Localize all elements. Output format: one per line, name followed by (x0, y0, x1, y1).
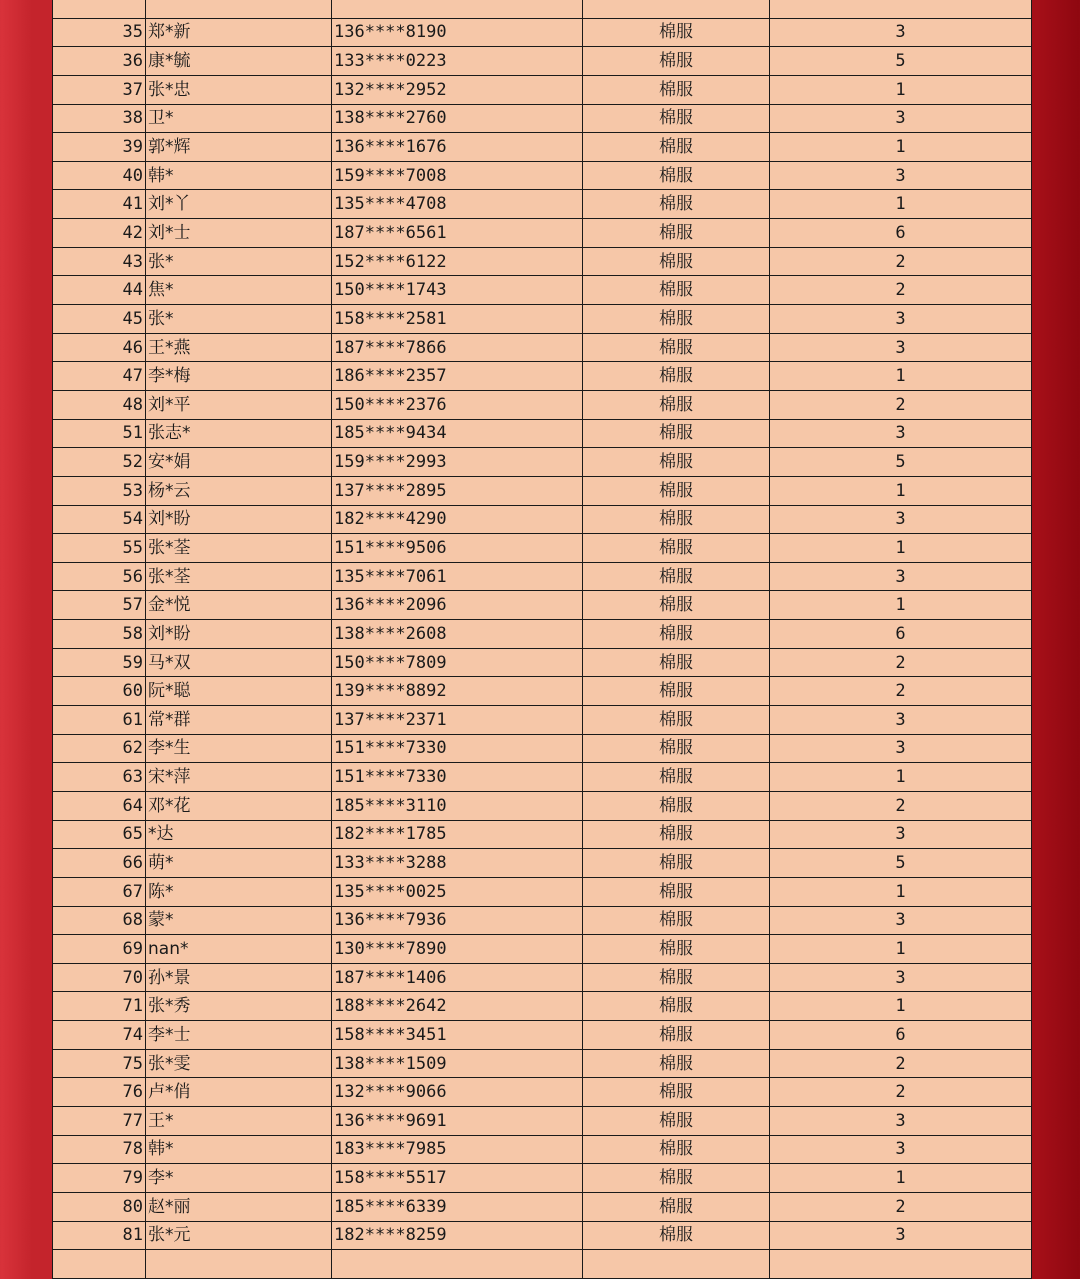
row-number-cell: 36 (53, 47, 146, 76)
item-cell: 棉服 (583, 1021, 770, 1050)
row-number-cell: 64 (53, 791, 146, 820)
phone-number-cell: 182****4290 (332, 505, 583, 534)
phone-number-cell: 185****3110 (332, 791, 583, 820)
phone-number-cell: 135****7061 (332, 562, 583, 591)
row-number-cell: 41 (53, 190, 146, 219)
recipient-name-cell: 张*荃 (146, 562, 332, 591)
table-row (53, 247, 1032, 276)
item-cell: 棉服 (583, 1049, 770, 1078)
phone-number-cell: 186****2357 (332, 362, 583, 391)
recipient-name-cell: 刘*盼 (146, 505, 332, 534)
item-cell: 棉服 (583, 219, 770, 248)
quantity-cell: 3 (770, 734, 1032, 763)
quantity-cell: 6 (770, 219, 1032, 248)
quantity-cell: 2 (770, 1192, 1032, 1221)
phone-number-cell: 185****9434 (332, 419, 583, 448)
item-cell: 棉服 (583, 476, 770, 505)
phone-number-cell: 138****1509 (332, 1049, 583, 1078)
table-row (53, 276, 1032, 305)
quantity-cell: 3 (770, 161, 1032, 190)
recipient-name-cell: 张* (146, 305, 332, 334)
table-row (53, 1221, 1032, 1250)
phone-number-cell: 151****9506 (332, 534, 583, 563)
row-number-cell: 60 (53, 677, 146, 706)
recipient-name-cell: 王*燕 (146, 333, 332, 362)
item-cell: 棉服 (583, 505, 770, 534)
phone-number-cell: 138****2760 (332, 104, 583, 133)
phone-number-cell (332, 0, 583, 18)
table-row (53, 104, 1032, 133)
table-row (53, 390, 1032, 419)
recipient-name-cell: 卫* (146, 104, 332, 133)
quantity-cell: 1 (770, 1164, 1032, 1193)
recipient-name-cell: 王* (146, 1106, 332, 1135)
phone-number-cell: 182****8259 (332, 1221, 583, 1250)
row-number-cell: 38 (53, 104, 146, 133)
phone-number-cell: 132****9066 (332, 1078, 583, 1107)
row-number-cell: 62 (53, 734, 146, 763)
recipient-name-cell: 李*生 (146, 734, 332, 763)
recipient-name-cell: 张*秀 (146, 992, 332, 1021)
recipient-name-cell: 邓*花 (146, 791, 332, 820)
quantity-cell: 1 (770, 476, 1032, 505)
quantity-cell: 1 (770, 133, 1032, 162)
recipient-name-cell: 郭*辉 (146, 133, 332, 162)
recipient-name-cell: 李*梅 (146, 362, 332, 391)
phone-number-cell: 133****3288 (332, 849, 583, 878)
recipient-name-cell: 韩* (146, 161, 332, 190)
table-row (53, 505, 1032, 534)
row-number-cell: 57 (53, 591, 146, 620)
table-row (53, 763, 1032, 792)
row-number-cell (53, 0, 146, 18)
row-number-cell: 65 (53, 820, 146, 849)
row-number-cell: 54 (53, 505, 146, 534)
quantity-cell: 2 (770, 677, 1032, 706)
recipient-name-cell: 卢*俏 (146, 1078, 332, 1107)
quantity-cell: 2 (770, 390, 1032, 419)
quantity-cell: 3 (770, 562, 1032, 591)
row-number-cell: 58 (53, 620, 146, 649)
item-cell: 棉服 (583, 763, 770, 792)
item-cell: 棉服 (583, 276, 770, 305)
row-number-cell: 47 (53, 362, 146, 391)
recipient-name-cell: 焦* (146, 276, 332, 305)
table-row (53, 935, 1032, 964)
table-row (53, 362, 1032, 391)
item-cell: 棉服 (583, 305, 770, 334)
recipient-name-cell: 张志* (146, 419, 332, 448)
quantity-cell: 2 (770, 791, 1032, 820)
table-row (53, 1106, 1032, 1135)
recipient-name-cell: 刘*士 (146, 219, 332, 248)
recipient-name-cell: 孙*景 (146, 963, 332, 992)
table-row (53, 562, 1032, 591)
row-number-cell: 40 (53, 161, 146, 190)
row-number-cell: 66 (53, 849, 146, 878)
row-number-cell: 69 (53, 935, 146, 964)
recipient-name-cell: 张*忠 (146, 75, 332, 104)
row-number-cell (53, 1250, 146, 1279)
recipient-name-cell: 刘*丫 (146, 190, 332, 219)
phone-number-cell: 133****0223 (332, 47, 583, 76)
item-cell: 棉服 (583, 677, 770, 706)
table-row (53, 1078, 1032, 1107)
item-cell: 棉服 (583, 534, 770, 563)
row-number-cell: 39 (53, 133, 146, 162)
phone-number-cell: 187****1406 (332, 963, 583, 992)
phone-number-cell: 136****7936 (332, 906, 583, 935)
row-number-cell: 53 (53, 476, 146, 505)
table-row (53, 305, 1032, 334)
phone-number-cell (332, 1250, 583, 1279)
quantity-cell: 3 (770, 906, 1032, 935)
table-row (53, 906, 1032, 935)
quantity-cell: 6 (770, 620, 1032, 649)
recipient-name-cell: 杨*云 (146, 476, 332, 505)
row-number-cell: 48 (53, 390, 146, 419)
item-cell: 棉服 (583, 791, 770, 820)
table-row (53, 1250, 1032, 1279)
row-number-cell: 67 (53, 877, 146, 906)
recipient-name-cell: 萌* (146, 849, 332, 878)
quantity-cell: 1 (770, 362, 1032, 391)
quantity-cell: 1 (770, 75, 1032, 104)
item-cell: 棉服 (583, 849, 770, 878)
quantity-cell: 1 (770, 935, 1032, 964)
phone-number-cell: 136****8190 (332, 18, 583, 47)
recipient-name-cell: 韩* (146, 1135, 332, 1164)
recipient-name-cell: 张*元 (146, 1221, 332, 1250)
recipient-name-cell: 康*毓 (146, 47, 332, 76)
item-cell: 棉服 (583, 877, 770, 906)
quantity-cell: 3 (770, 505, 1032, 534)
row-number-cell: 76 (53, 1078, 146, 1107)
quantity-cell: 6 (770, 1021, 1032, 1050)
table-row (53, 75, 1032, 104)
recipient-name-cell: 赵*丽 (146, 1192, 332, 1221)
table-row (53, 1135, 1032, 1164)
table-row (53, 190, 1032, 219)
item-cell: 棉服 (583, 706, 770, 735)
item-cell: 棉服 (583, 1192, 770, 1221)
item-cell: 棉服 (583, 75, 770, 104)
row-number-cell: 56 (53, 562, 146, 591)
item-cell: 棉服 (583, 1106, 770, 1135)
quantity-cell: 5 (770, 849, 1032, 878)
phone-number-cell: 135****0025 (332, 877, 583, 906)
phone-number-cell: 187****6561 (332, 219, 583, 248)
quantity-cell: 3 (770, 1106, 1032, 1135)
table-row (53, 18, 1032, 47)
table-row (53, 1021, 1032, 1050)
recipient-name-cell: 安*娟 (146, 448, 332, 477)
item-cell: 棉服 (583, 648, 770, 677)
quantity-cell: 3 (770, 820, 1032, 849)
item-cell: 棉服 (583, 1221, 770, 1250)
item-cell: 棉服 (583, 104, 770, 133)
recipient-name-cell: 常*群 (146, 706, 332, 735)
row-number-cell: 77 (53, 1106, 146, 1135)
quantity-cell (770, 0, 1032, 18)
item-cell: 棉服 (583, 47, 770, 76)
item-cell: 棉服 (583, 591, 770, 620)
quantity-cell: 2 (770, 1049, 1032, 1078)
phone-number-cell: 139****8892 (332, 677, 583, 706)
recipient-name-cell: 郑*新 (146, 18, 332, 47)
quantity-cell: 3 (770, 963, 1032, 992)
recipient-name-cell: 张* (146, 247, 332, 276)
item-cell: 棉服 (583, 18, 770, 47)
quantity-cell: 2 (770, 1078, 1032, 1107)
phone-number-cell: 136****9691 (332, 1106, 583, 1135)
table-row (53, 963, 1032, 992)
recipient-name-cell: 李*士 (146, 1021, 332, 1050)
table-row (53, 677, 1032, 706)
recipient-name-cell: 刘*平 (146, 390, 332, 419)
phone-number-cell: 187****7866 (332, 333, 583, 362)
recipient-name-cell: *达 (146, 820, 332, 849)
quantity-cell: 2 (770, 276, 1032, 305)
table-row (53, 47, 1032, 76)
quantity-cell: 3 (770, 104, 1032, 133)
recipient-name-cell: 宋*萍 (146, 763, 332, 792)
table-row (53, 0, 1032, 18)
phone-number-cell: 183****7985 (332, 1135, 583, 1164)
item-cell (583, 0, 770, 18)
recipient-name-cell: 金*悦 (146, 591, 332, 620)
item-cell: 棉服 (583, 734, 770, 763)
quantity-cell: 1 (770, 591, 1032, 620)
quantity-cell: 1 (770, 992, 1032, 1021)
row-number-cell: 51 (53, 419, 146, 448)
quantity-cell (770, 1250, 1032, 1279)
quantity-cell: 1 (770, 534, 1032, 563)
recipient-name-cell: 陈* (146, 877, 332, 906)
item-cell: 棉服 (583, 1078, 770, 1107)
phone-number-cell: 137****2371 (332, 706, 583, 735)
phone-number-cell: 185****6339 (332, 1192, 583, 1221)
quantity-cell: 1 (770, 763, 1032, 792)
phone-number-cell: 150****1743 (332, 276, 583, 305)
table-row (53, 419, 1032, 448)
row-number-cell: 44 (53, 276, 146, 305)
item-cell: 棉服 (583, 362, 770, 391)
recipient-name-cell: 蒙* (146, 906, 332, 935)
recipient-table-body (53, 0, 1032, 1278)
phone-number-cell: 150****7809 (332, 648, 583, 677)
phone-number-cell: 158****2581 (332, 305, 583, 334)
recipient-name-cell: 李* (146, 1164, 332, 1193)
row-number-cell: 74 (53, 1021, 146, 1050)
phone-number-cell: 150****2376 (332, 390, 583, 419)
item-cell: 棉服 (583, 906, 770, 935)
phone-number-cell: 138****2608 (332, 620, 583, 649)
table-row (53, 820, 1032, 849)
quantity-cell: 5 (770, 47, 1032, 76)
phone-number-cell: 159****7008 (332, 161, 583, 190)
recipient-name-cell: 马*双 (146, 648, 332, 677)
item-cell: 棉服 (583, 133, 770, 162)
recipient-name-cell (146, 0, 332, 18)
item-cell: 棉服 (583, 992, 770, 1021)
recipient-table (52, 0, 1032, 1279)
quantity-cell: 3 (770, 1221, 1032, 1250)
row-number-cell: 78 (53, 1135, 146, 1164)
table-row (53, 591, 1032, 620)
row-number-cell: 35 (53, 18, 146, 47)
row-number-cell: 52 (53, 448, 146, 477)
item-cell (583, 1250, 770, 1279)
recipient-name-cell: 刘*盼 (146, 620, 332, 649)
item-cell: 棉服 (583, 190, 770, 219)
quantity-cell: 2 (770, 247, 1032, 276)
recipient-name-cell (146, 1250, 332, 1279)
row-number-cell: 59 (53, 648, 146, 677)
table-row (53, 648, 1032, 677)
quantity-cell: 3 (770, 706, 1032, 735)
phone-number-cell: 136****1676 (332, 133, 583, 162)
quantity-cell: 1 (770, 877, 1032, 906)
phone-number-cell: 159****2993 (332, 448, 583, 477)
table-row (53, 219, 1032, 248)
quantity-cell: 3 (770, 1135, 1032, 1164)
item-cell: 棉服 (583, 419, 770, 448)
recipient-name-cell: 阮*聪 (146, 677, 332, 706)
row-number-cell: 75 (53, 1049, 146, 1078)
table-row (53, 791, 1032, 820)
item-cell: 棉服 (583, 448, 770, 477)
phone-number-cell: 151****7330 (332, 763, 583, 792)
table-row (53, 333, 1032, 362)
quantity-cell: 5 (770, 448, 1032, 477)
table-row (53, 476, 1032, 505)
phone-number-cell: 132****2952 (332, 75, 583, 104)
item-cell: 棉服 (583, 333, 770, 362)
table-row (53, 620, 1032, 649)
phone-number-cell: 151****7330 (332, 734, 583, 763)
table-row (53, 706, 1032, 735)
table-row (53, 849, 1032, 878)
table-row (53, 1164, 1032, 1193)
row-number-cell: 46 (53, 333, 146, 362)
item-cell: 棉服 (583, 1135, 770, 1164)
row-number-cell: 42 (53, 219, 146, 248)
table-row (53, 161, 1032, 190)
phone-number-cell: 158****3451 (332, 1021, 583, 1050)
row-number-cell: 45 (53, 305, 146, 334)
phone-number-cell: 152****6122 (332, 247, 583, 276)
quantity-cell: 3 (770, 419, 1032, 448)
item-cell: 棉服 (583, 562, 770, 591)
recipient-name-cell: nan* (146, 935, 332, 964)
table-row (53, 1192, 1032, 1221)
phone-number-cell: 188****2642 (332, 992, 583, 1021)
phone-number-cell: 136****2096 (332, 591, 583, 620)
item-cell: 棉服 (583, 390, 770, 419)
item-cell: 棉服 (583, 620, 770, 649)
row-number-cell: 81 (53, 1221, 146, 1250)
table-row (53, 877, 1032, 906)
table-row (53, 734, 1032, 763)
table-row (53, 448, 1032, 477)
row-number-cell: 61 (53, 706, 146, 735)
row-number-cell: 37 (53, 75, 146, 104)
item-cell: 棉服 (583, 161, 770, 190)
item-cell: 棉服 (583, 963, 770, 992)
row-number-cell: 55 (53, 534, 146, 563)
row-number-cell: 70 (53, 963, 146, 992)
quantity-cell: 3 (770, 333, 1032, 362)
row-number-cell: 43 (53, 247, 146, 276)
recipient-name-cell: 张*荃 (146, 534, 332, 563)
row-number-cell: 63 (53, 763, 146, 792)
phone-number-cell: 182****1785 (332, 820, 583, 849)
item-cell: 棉服 (583, 247, 770, 276)
table-row (53, 133, 1032, 162)
phone-number-cell: 158****5517 (332, 1164, 583, 1193)
row-number-cell: 71 (53, 992, 146, 1021)
item-cell: 棉服 (583, 935, 770, 964)
quantity-cell: 2 (770, 648, 1032, 677)
item-cell: 棉服 (583, 820, 770, 849)
row-number-cell: 79 (53, 1164, 146, 1193)
table-row (53, 992, 1032, 1021)
row-number-cell: 80 (53, 1192, 146, 1221)
row-number-cell: 68 (53, 906, 146, 935)
table-row (53, 534, 1032, 563)
item-cell: 棉服 (583, 1164, 770, 1193)
recipient-list-sheet (52, 0, 1031, 1246)
recipient-name-cell: 张*雯 (146, 1049, 332, 1078)
quantity-cell: 3 (770, 305, 1032, 334)
phone-number-cell: 130****7890 (332, 935, 583, 964)
quantity-cell: 1 (770, 190, 1032, 219)
phone-number-cell: 135****4708 (332, 190, 583, 219)
table-row (53, 1049, 1032, 1078)
quantity-cell: 3 (770, 18, 1032, 47)
phone-number-cell: 137****2895 (332, 476, 583, 505)
